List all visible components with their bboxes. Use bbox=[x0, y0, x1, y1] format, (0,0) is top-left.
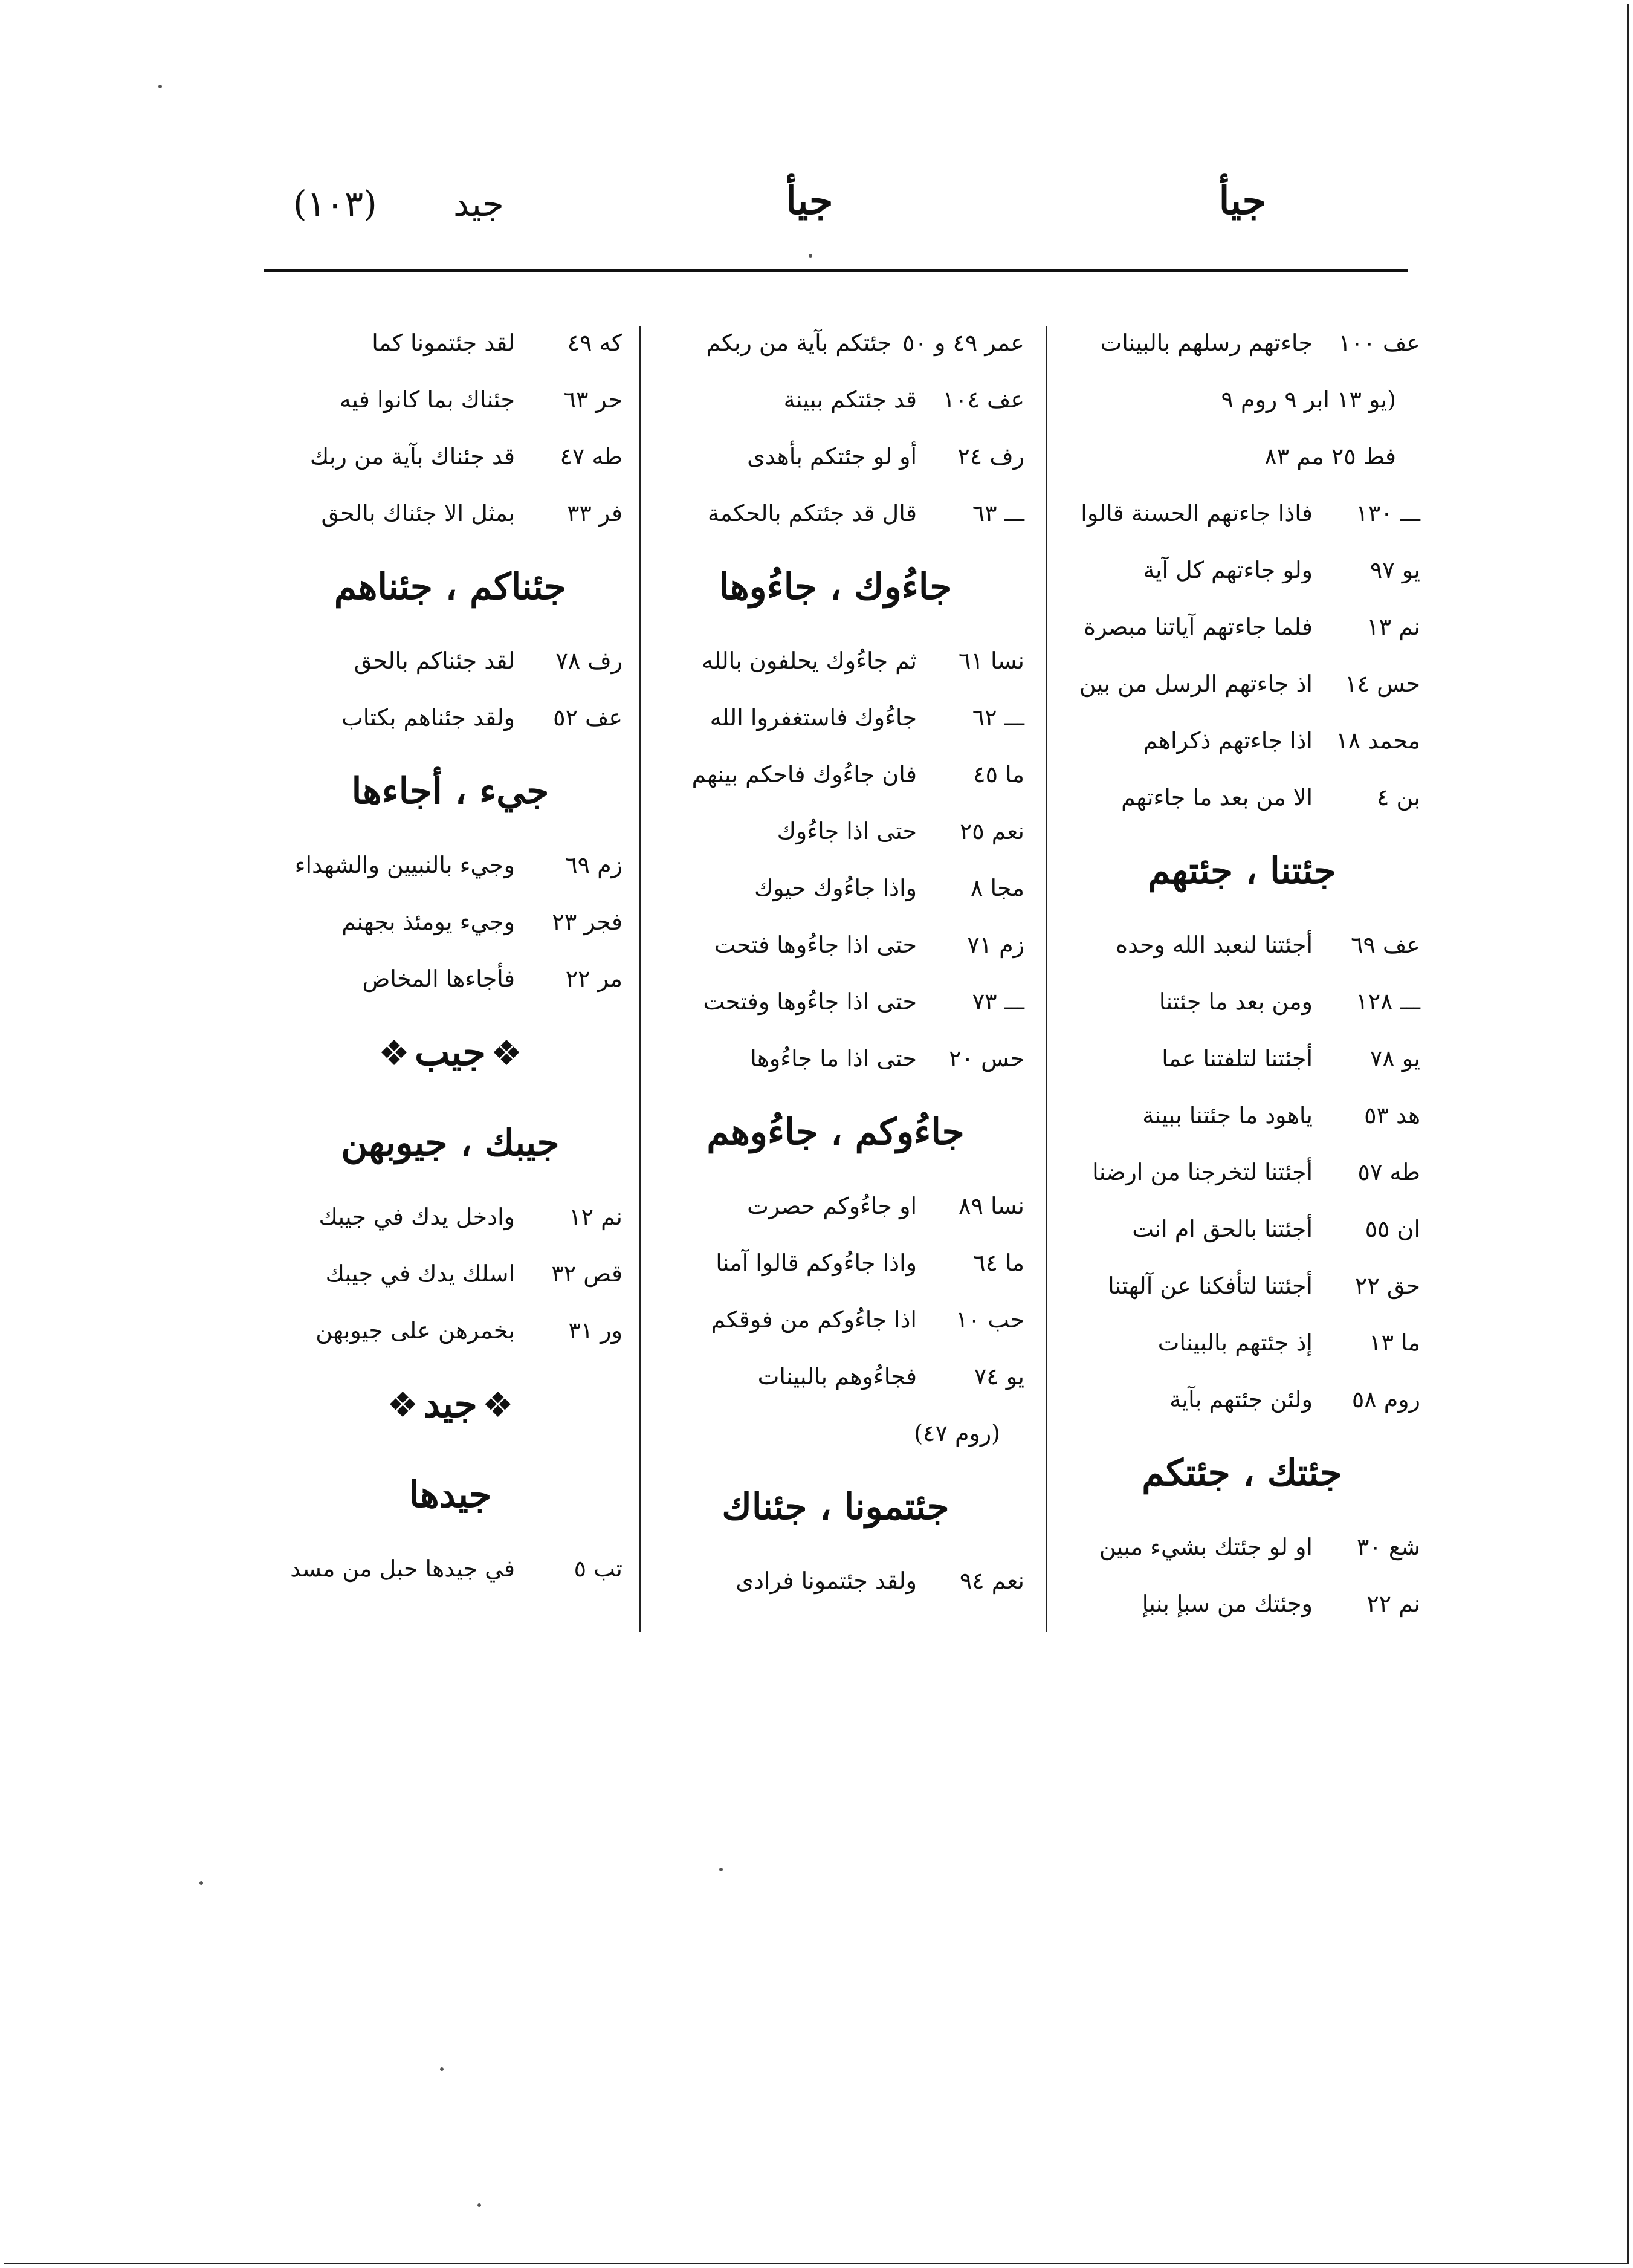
concordance-entry bbox=[1064, 973, 1420, 1030]
concordance-entry bbox=[647, 689, 1024, 746]
verse-reference: زم ٦٩ bbox=[565, 852, 622, 878]
concordance-entry bbox=[1064, 1518, 1420, 1575]
verse-reference: تب ٥ bbox=[574, 1555, 622, 1582]
verse-text: في جيدها حبل من مسد bbox=[290, 1555, 515, 1582]
verse-reference: عمر ٤٩ و ٥٠ bbox=[902, 329, 1024, 356]
ornament-icon: ❖ bbox=[387, 1384, 419, 1425]
concordance-entry bbox=[1064, 314, 1420, 371]
verse-reference: ـــ ٧٣ bbox=[972, 988, 1024, 1015]
verse-reference: حق ٢٢ bbox=[1354, 1272, 1420, 1299]
concordance-entry bbox=[1064, 712, 1420, 769]
section-heading: جيء ، أجاءها bbox=[351, 770, 549, 812]
verse-reference: مر ٢٢ bbox=[565, 965, 622, 992]
verse-reference: حب ١٠ bbox=[956, 1306, 1024, 1333]
concordance-entry bbox=[1064, 1200, 1420, 1257]
concordance-entry bbox=[647, 746, 1024, 803]
section-heading: جئتك ، جئتكم bbox=[1142, 1452, 1342, 1494]
section-heading: جئناكم ، جئناهم bbox=[334, 566, 567, 608]
verse-text: واذا جاءُوك حيوك bbox=[754, 875, 917, 901]
verse-text: اسلك يدك في جيبك bbox=[325, 1260, 515, 1287]
verse-reference: طه ٥٧ bbox=[1357, 1159, 1420, 1185]
ornament-icon: ❖ bbox=[482, 1384, 514, 1425]
verse-text: فاذا جاءتهم الحسنة قالوا bbox=[1081, 500, 1313, 526]
scan-speck bbox=[809, 254, 812, 258]
section-heading: جاءُوك ، جاءُوها bbox=[719, 566, 952, 608]
page-header bbox=[260, 178, 1411, 257]
concordance-entry bbox=[1064, 916, 1420, 973]
verse-reference: نم ١٣ bbox=[1366, 614, 1420, 640]
column-divider-left bbox=[639, 326, 641, 1632]
concordance-entry bbox=[1064, 1144, 1420, 1200]
concordance-entry bbox=[647, 632, 1024, 689]
verse-text: اذا جاءتهم ذكراهم bbox=[1143, 727, 1313, 754]
verse-reference: حر ٦٣ bbox=[563, 386, 622, 413]
verse-reference: ـــ ٦٢ bbox=[972, 704, 1024, 731]
ornament-icon: ❖ bbox=[490, 1032, 522, 1074]
verse-text: جئناك بما كانوا فيه bbox=[339, 386, 515, 413]
concordance-entry bbox=[647, 1291, 1024, 1348]
verse-text: جئتكم بآية من ربكم bbox=[706, 329, 892, 356]
verse-reference: عف ٦٩ bbox=[1351, 932, 1420, 958]
root-heading bbox=[278, 1007, 622, 1098]
concordance-entry bbox=[278, 428, 622, 485]
section-heading: جاءُوكم ، جاءُوهم bbox=[707, 1111, 965, 1153]
verse-text: فجاءُوهم بالبينات bbox=[757, 1363, 917, 1390]
ornament-icon: ❖ bbox=[378, 1032, 410, 1074]
verse-reference: شع ٣٠ bbox=[1357, 1534, 1420, 1560]
concordance-entry bbox=[278, 632, 622, 689]
verse-reference: يو ٩٧ bbox=[1369, 557, 1420, 583]
verse-reference: نسا ٦١ bbox=[959, 647, 1024, 674]
concordance-entry bbox=[647, 803, 1024, 860]
header-root-word: جيأ bbox=[1218, 178, 1266, 224]
concordance-entry bbox=[278, 314, 622, 371]
verse-text: حتى اذا جاءُوها وفتحت bbox=[703, 988, 917, 1015]
verse-text: (روم ٤٧) bbox=[914, 1420, 1000, 1447]
verse-text: فان جاءُوك فاحكم بينهم bbox=[691, 761, 917, 788]
scan-speck bbox=[440, 2067, 444, 2071]
verse-reference: ـــ ٦٣ bbox=[972, 500, 1024, 526]
verse-text: وجيء بالنبيين والشهداء bbox=[294, 852, 515, 878]
verse-reference: رف ٧٨ bbox=[555, 647, 622, 674]
concordance-entry bbox=[647, 485, 1024, 542]
verse-reference: محمد ١٨ bbox=[1336, 727, 1420, 754]
concordance-entry bbox=[1064, 542, 1420, 598]
concordance-entry bbox=[1064, 1257, 1420, 1314]
root-word: جيد bbox=[423, 1382, 477, 1426]
header-rule bbox=[264, 269, 1408, 272]
verse-text: ثم جاءُوك يحلفون بالله bbox=[702, 647, 917, 674]
column-divider-right bbox=[1046, 326, 1047, 1632]
concordance-entry bbox=[1064, 598, 1420, 655]
verse-reference: حس ١٤ bbox=[1345, 670, 1420, 697]
scan-speck bbox=[158, 85, 162, 88]
verse-text: وادخل يدك في جيبك bbox=[319, 1204, 515, 1230]
concordance-entry bbox=[278, 1302, 622, 1359]
verse-text: واذا جاءُوكم قالوا آمنا bbox=[716, 1249, 917, 1276]
verse-text: وجيء يومئذ بجهنم bbox=[341, 909, 515, 935]
root-heading bbox=[278, 1359, 622, 1450]
concordance-entry bbox=[647, 1234, 1024, 1291]
verse-reference: نعم ٩٤ bbox=[959, 1567, 1024, 1594]
verse-text: ولقد جئناهم بكتاب bbox=[341, 704, 515, 731]
verse-text: جاءتهم رسلهم بالبينات bbox=[1100, 329, 1313, 356]
verse-text: اذا جاءُوكم من فوقكم bbox=[711, 1306, 917, 1333]
scan-speck bbox=[719, 1868, 723, 1871]
verse-reference: عف ١٠٠ bbox=[1338, 329, 1420, 356]
verse-reference: طه ٤٧ bbox=[560, 443, 622, 470]
concordance-entry bbox=[278, 1188, 622, 1245]
concordance-entry bbox=[278, 950, 622, 1007]
verse-reference: فر ٣٣ bbox=[566, 500, 622, 526]
verse-text: فأجاءها المخاض bbox=[362, 965, 515, 992]
section-heading: جيبك ، جيوبهن bbox=[341, 1122, 560, 1164]
verse-reference: نسا ٨٩ bbox=[959, 1193, 1024, 1219]
verse-reference: ان ٥٥ bbox=[1365, 1216, 1420, 1242]
header-last-word: جيد bbox=[453, 183, 504, 224]
verse-reference: ـــ ١٣٠ bbox=[1356, 500, 1420, 526]
verse-reference: بن ٤ bbox=[1376, 784, 1420, 811]
concordance-entry bbox=[1064, 1314, 1420, 1371]
verse-reference: ور ٣١ bbox=[568, 1317, 622, 1344]
verse-reference: يو ٧٤ bbox=[974, 1363, 1024, 1390]
concordance-entry bbox=[647, 314, 1024, 371]
column-left bbox=[278, 314, 622, 1644]
verse-text: قال قد جئتكم بالحكمة bbox=[708, 500, 917, 526]
concordance-entry bbox=[278, 837, 622, 893]
verse-text: ولو جاءتهم كل آية bbox=[1143, 557, 1313, 583]
verse-reference: هد ٥٣ bbox=[1364, 1102, 1420, 1129]
concordance-entry bbox=[278, 1245, 622, 1302]
verse-text: ياهود ما جئتنا ببينة bbox=[1142, 1102, 1313, 1129]
verse-reference: زم ٧١ bbox=[967, 932, 1024, 958]
verse-text: جاءُوك فاستغفروا الله bbox=[710, 704, 917, 731]
header-center-word: جيأ bbox=[786, 178, 833, 224]
concordance-entry bbox=[278, 371, 622, 428]
scan-speck bbox=[199, 1881, 203, 1885]
verse-reference: روم ٥٨ bbox=[1351, 1386, 1420, 1413]
verse-text: فلما جاءتهم آياتنا مبصرة bbox=[1084, 614, 1313, 640]
verse-text: لقد جئناكم بالحق bbox=[354, 647, 515, 674]
verse-reference: عف ٥٢ bbox=[553, 704, 622, 731]
verse-text: أجئتنا لنعبد الله وحده bbox=[1116, 932, 1313, 958]
section-heading: جئتنا ، جئتهم bbox=[1148, 850, 1336, 892]
entry-continuation bbox=[1064, 428, 1420, 485]
entry-continuation bbox=[647, 1405, 1024, 1462]
concordance-entry bbox=[647, 860, 1024, 916]
verse-text: أو لو جئتكم بأهدى bbox=[747, 443, 917, 470]
concordance-entry bbox=[1064, 1575, 1420, 1632]
verse-text: وجئتك من سبإ بنبإ bbox=[1142, 1590, 1313, 1617]
concordance-entry bbox=[1064, 1371, 1420, 1428]
section-heading: جيدها bbox=[409, 1474, 492, 1516]
entry-continuation bbox=[1064, 371, 1420, 428]
concordance-entry bbox=[1064, 769, 1420, 826]
verse-reference: رف ٢٤ bbox=[957, 443, 1024, 470]
concordance-entry bbox=[1064, 1087, 1420, 1144]
verse-reference: ما ٦٤ bbox=[973, 1249, 1024, 1276]
section-heading: جئتمونا ، جئناك bbox=[722, 1486, 949, 1528]
verse-reference: قص ٣٢ bbox=[551, 1260, 622, 1287]
scan-speck bbox=[477, 2203, 481, 2207]
verse-text: أجئتنا لتخرجنا من ارضنا bbox=[1092, 1159, 1313, 1185]
verse-text: فط ٢٥ مم ٨٣ bbox=[1264, 443, 1396, 470]
verse-reference: عف ١٠٤ bbox=[942, 386, 1024, 413]
concordance-entry bbox=[647, 1030, 1024, 1087]
verse-text: حتى اذا ما جاءُوها bbox=[750, 1045, 917, 1072]
verse-reference: حس ٢٠ bbox=[949, 1045, 1024, 1072]
concordance-entry bbox=[278, 893, 622, 950]
verse-text: ولئن جئتهم بآية bbox=[1169, 1386, 1313, 1413]
concordance-entry bbox=[647, 1552, 1024, 1609]
verse-text: حتى اذا جاءُوك bbox=[777, 818, 917, 844]
concordance-entry bbox=[278, 1540, 622, 1597]
verse-text: قد جئناك بآية من ربك bbox=[309, 443, 515, 470]
verse-reference: فجر ٢٣ bbox=[552, 909, 622, 935]
verse-text: حتى اذا جاءُوها فتحت bbox=[714, 932, 917, 958]
verse-reference: مجا ٨ bbox=[971, 875, 1024, 901]
verse-reference: كه ٤٩ bbox=[567, 329, 622, 356]
verse-text: أجئتنا لتلفتنا عما bbox=[1162, 1045, 1313, 1072]
verse-text: أجئتنا بالحق ام انت bbox=[1132, 1216, 1313, 1242]
concordance-entry bbox=[647, 1178, 1024, 1234]
verse-text: او لو جئتك بشيء مبين bbox=[1099, 1534, 1313, 1560]
verse-text: اذ جاءتهم الرسل من بين bbox=[1079, 670, 1313, 697]
concordance-entry bbox=[278, 485, 622, 542]
verse-text: إذ جئتهم بالبينات bbox=[1157, 1329, 1313, 1356]
concordance-entry bbox=[1064, 1030, 1420, 1087]
verse-text: لقد جئتمونا كما bbox=[372, 329, 515, 356]
concordance-entry bbox=[647, 371, 1024, 428]
page-number: (١٠٣) bbox=[293, 183, 377, 224]
concordance-entry bbox=[1064, 655, 1420, 712]
verse-text: (يو ١٣ ابر ٩ روم ٩ bbox=[1221, 386, 1396, 413]
concordance-entry bbox=[647, 1348, 1024, 1405]
verse-reference: يو ٧٨ bbox=[1369, 1045, 1420, 1072]
verse-reference: ما ١٣ bbox=[1369, 1329, 1420, 1356]
column-right bbox=[1064, 314, 1420, 1644]
verse-reference: ما ٤٥ bbox=[973, 761, 1024, 788]
concordance-entry bbox=[647, 428, 1024, 485]
verse-reference: نم ١٢ bbox=[569, 1204, 622, 1230]
column-middle bbox=[647, 314, 1024, 1644]
root-word: جيب bbox=[415, 1030, 486, 1074]
verse-reference: نعم ٢٥ bbox=[959, 818, 1024, 844]
verse-reference: ـــ ١٢٨ bbox=[1356, 988, 1420, 1015]
verse-text: او جاءُوكم حصرت bbox=[747, 1193, 917, 1219]
verse-text: ومن بعد ما جئتنا bbox=[1159, 988, 1313, 1015]
concordance-entry bbox=[647, 916, 1024, 973]
concordance-entry bbox=[647, 973, 1024, 1030]
verse-text: ولقد جئتمونا فرادى bbox=[736, 1567, 917, 1594]
verse-text: بمثل الا جئناك بالحق bbox=[321, 500, 515, 526]
verse-text: قد جئتكم ببينة bbox=[783, 386, 917, 413]
concordance-entry bbox=[1064, 485, 1420, 542]
verse-text: الا من بعد ما جاءتهم bbox=[1121, 784, 1313, 811]
concordance-entry bbox=[278, 689, 622, 746]
verse-reference: نم ٢٢ bbox=[1366, 1590, 1420, 1617]
verse-text: بخمرهن على جيوبهن bbox=[315, 1317, 515, 1344]
verse-text: أجئتنا لتأفكنا عن آلهتنا bbox=[1108, 1272, 1313, 1299]
